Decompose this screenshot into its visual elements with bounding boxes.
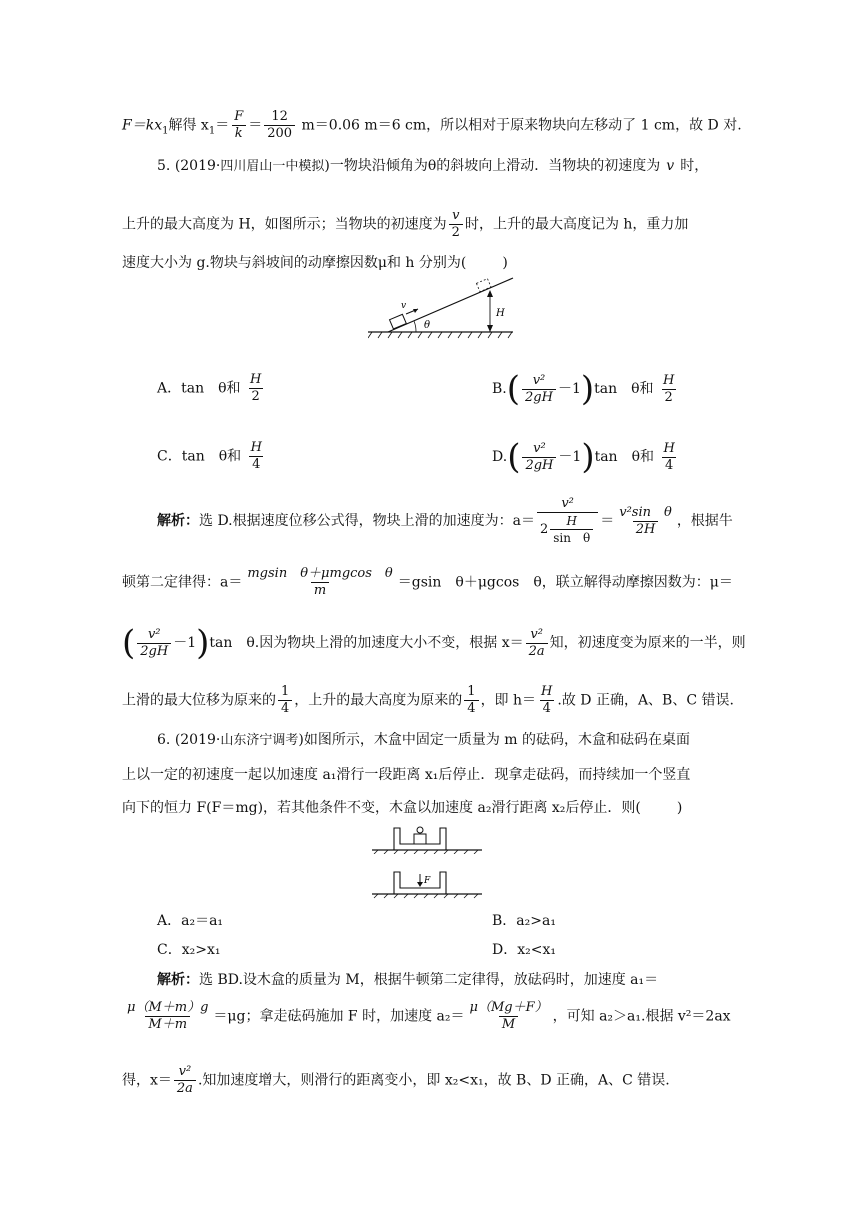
svg-text:H: H <box>496 308 505 319</box>
q5-option-d: D. ( $\frac{\text{v²}}{2gH}$ －1 ) tan θ和 $\frac{H}{4}$ <box>492 437 675 477</box>
ans6-line-1: 解析：选 BD.设木盒的质量为 M，根据牛顿第二定律得，放砝码时，加速度 a₁＝ <box>157 972 659 988</box>
q6-option-b: B．a₂>a₁ <box>492 913 556 929</box>
q6-line-1: 6. (2019·山东济宁调考)如图所示，木盒中固定一质量为 m 的砝码，木盒和砝码在桌面 <box>157 732 691 748</box>
q6-line-3: 向下的恒力 F(F＝mg)，若其他条件不变，木盒以加速度 a₂滑行距离 x₂后停止．则( ) <box>122 800 683 816</box>
ans5-line-2: 顿第二定律得：a＝ $\frac{\text{mgsin θ＋μmgcos θ}}{m}$ ＝gsin θ＋μgcos θ，联立解得动摩擦因数为：μ＝ <box>122 566 733 598</box>
q5-option-c: C．tan θ和 $\frac{H}{4}$ <box>157 440 262 472</box>
q5-option-b: B. ( $\frac{\text{v²}}{2gH}$ －1 ) tan θ和 $\frac{H}{2}$ <box>492 369 675 409</box>
ans6-line-2: $\frac{\mu(M+m)g}{M+m}$ ＝μg；拿走砝码施加 F 时，加速度 a₂＝ $\frac{\mu(Mg+F)}{M}$ ，可知 a₂＞a₁.根据 v²＝2ax <box>127 1000 731 1032</box>
fraction-v-2: $\frac{v}{2}$ <box>449 208 463 241</box>
q5-line-3: 速度大小为 g.物块与斜坡间的动摩擦因数μ和 h 分别为( ) <box>122 255 508 271</box>
fraction-F-k: $\frac{F}{k}$ <box>231 109 246 142</box>
q6-option-d: D．x₂<x₁ <box>492 942 556 958</box>
ans5-line-3: ( $\frac{\text{v²}}{2gH}$ －1 ) tan θ.因为物块上滑的加速度大小不变，根据 x＝ $\frac{\text{v²}}{2a}$ 知，初速度变为原来的一半，则 <box>122 623 746 663</box>
svg-text:θ: θ <box>424 320 431 331</box>
q5-line-1: 5. (2019·四川眉山一中模拟)一物块沿倾角为θ的斜坡向上滑动．当物块的初速度为 v 时， <box>157 158 709 174</box>
q6-option-c: C．x₂>x₁ <box>157 942 221 958</box>
ans5-line-4: 上滑的最大位移为原来的 $\frac{1}{4}$ ，上升的最大高度为原来的 $\frac{1}{4}$ ，即 h＝ $\frac{H}{4}$ .故 D 正确，A、B、C 错误. <box>122 684 734 716</box>
q6-line-2: 上以一定的初速度一起以加速度 a₁滑行一段距离 x₁后停止．现拿走砝码，而持续加一个竖直 <box>122 767 691 783</box>
q5-line-2: 上升的最大高度为 H，如图所示；当物块的初速度为 $\frac{v}{2}$ 时，上升的最大高度记为 h，重力加 <box>122 208 689 240</box>
ans5-line-1: 解析：选 D.根据速度位移公式得，物块上滑的加速度为：a＝ v² 2 $\frac{H}{\text{sin θ}}$ ＝ $\frac{\text{v²sin θ}}{2H}$ ，根据牛 <box>157 496 733 545</box>
box-with-weight-figure <box>372 822 482 854</box>
incline-figure <box>368 272 518 342</box>
box-with-force-figure <box>372 868 482 900</box>
svg-text:F: F <box>424 876 431 886</box>
svg-text:v: v <box>401 301 407 311</box>
q6-option-a: A．a₂＝a₁ <box>157 913 224 929</box>
fraction-12-200: $\frac{12}{200}$ <box>264 109 295 142</box>
ans6-line-3: 得，x＝ $\frac{\text{v²}}{2a}$ .知加速度增大，则滑行的距离变小，即 x₂<x₁，故 B、D 正确，A、C 错误. <box>122 1064 670 1096</box>
q5-option-a: A．tan θ和 $\frac{H}{2}$ <box>157 372 262 404</box>
continuation-line: $F=kx_1$解得 $x_1=$ $\frac{F}{k}$ ＝ $\frac{12}{200}$ m＝0.06 m＝6 cm，所以相对于原来物块向左移动了 1 cm，故 D 对. <box>122 109 742 141</box>
